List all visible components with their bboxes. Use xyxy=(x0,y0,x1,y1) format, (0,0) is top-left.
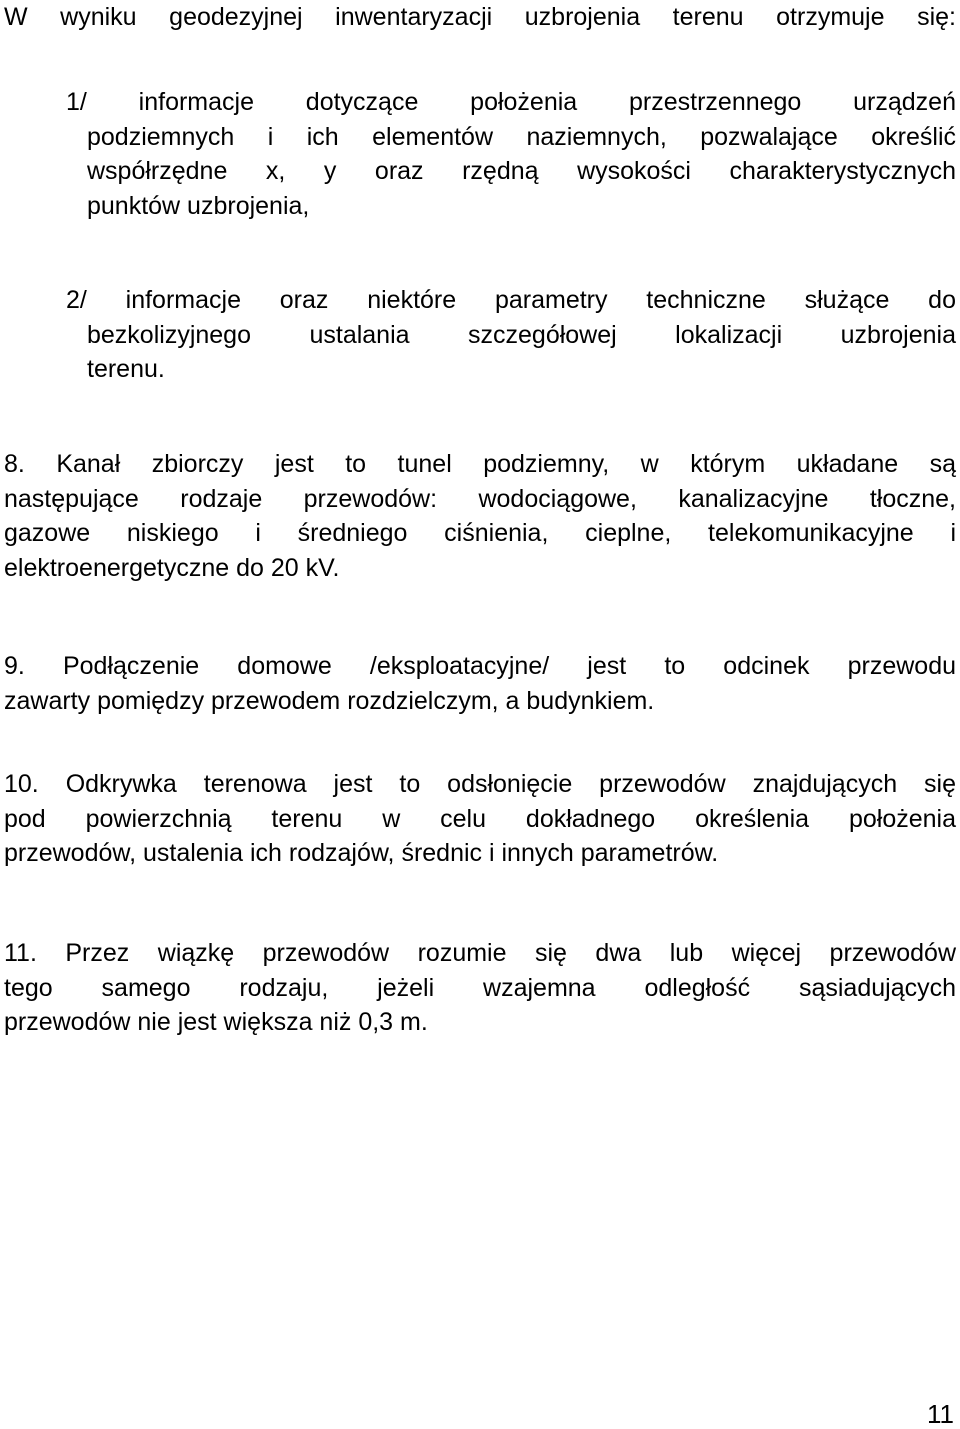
paragraph-10-line-1: 10. Odkrywka terenowa jest to odsłonięcie przewodów znajdujących się xyxy=(4,770,956,798)
paragraph-9 xyxy=(4,649,956,718)
paragraph-8-line-3: gazowe niskiego i średniego ciśnienia, cieplne, telekomunikacyjne i xyxy=(4,519,956,547)
list-item-2-line-2: bezkolizyjnego ustalania szczegółowej lokalizacji uzbrojenia xyxy=(87,320,956,349)
page-number: 11 xyxy=(927,1399,954,1429)
list-item-2-line-3: terenu. xyxy=(87,355,165,383)
paragraph-8-line-2: następujące rodzaje przewodów: wodociągowe, kanalizacyjne tłoczne, xyxy=(4,484,956,513)
list-item-1 xyxy=(66,85,956,223)
paragraph-11-line-1: 11. Przez wiązkę przewodów rozumie się dwa lub więcej przewodów xyxy=(4,939,956,967)
paragraph-11-line-2: tego samego rodzaju, jeżeli wzajemna odległość sąsiadujących xyxy=(4,973,956,1002)
paragraph-8 xyxy=(4,447,956,585)
list-item-1-line-4: punktów uzbrojenia, xyxy=(87,191,310,220)
list-item-1-line-2: podziemnych i ich elementów naziemnych, pozwalające określić xyxy=(87,122,956,151)
paragraph-10-line-2: pod powierzchnią terenu w celu dokładnego określenia położenia xyxy=(4,804,956,833)
intro-line: W wyniku geodezyjnej inwentaryzacji uzbrojenia terenu otrzymuje się: xyxy=(4,3,956,31)
paragraph-8-line-1: 8. Kanał zbiorczy jest to tunel podziemny, w którym układane są xyxy=(4,450,956,478)
paragraph-10 xyxy=(4,767,956,871)
intro-paragraph xyxy=(4,0,956,35)
paragraph-9-line-2: zawarty pomiędzy przewodem rozdzielczym, a budynkiem. xyxy=(4,686,655,715)
list-item-2 xyxy=(66,283,956,387)
paragraph-8-line-4: elektroenergetyczne do 20 kV. xyxy=(4,553,340,582)
list-item-2-line-1: 2/ informacje oraz niektóre parametry techniczne służące do xyxy=(66,286,956,314)
paragraph-10-line-3: przewodów, ustalenia ich rodzajów, średnic i innych parametrów. xyxy=(4,839,719,867)
list-item-1-line-1: 1/ informacje dotyczące położenia przestrzennego urządzeń xyxy=(66,88,956,116)
list-item-1-line-3: współrzędne x, y oraz rzędną wysokości charakterystycznych xyxy=(87,157,956,185)
paragraph-11 xyxy=(4,936,956,1040)
paragraph-9-line-1: 9. Podłączenie domowe /eksploatacyjne/ jest to odcinek przewodu xyxy=(4,652,956,680)
paragraph-11-line-3: przewodów nie jest większa niż 0,3 m. xyxy=(4,1008,428,1036)
